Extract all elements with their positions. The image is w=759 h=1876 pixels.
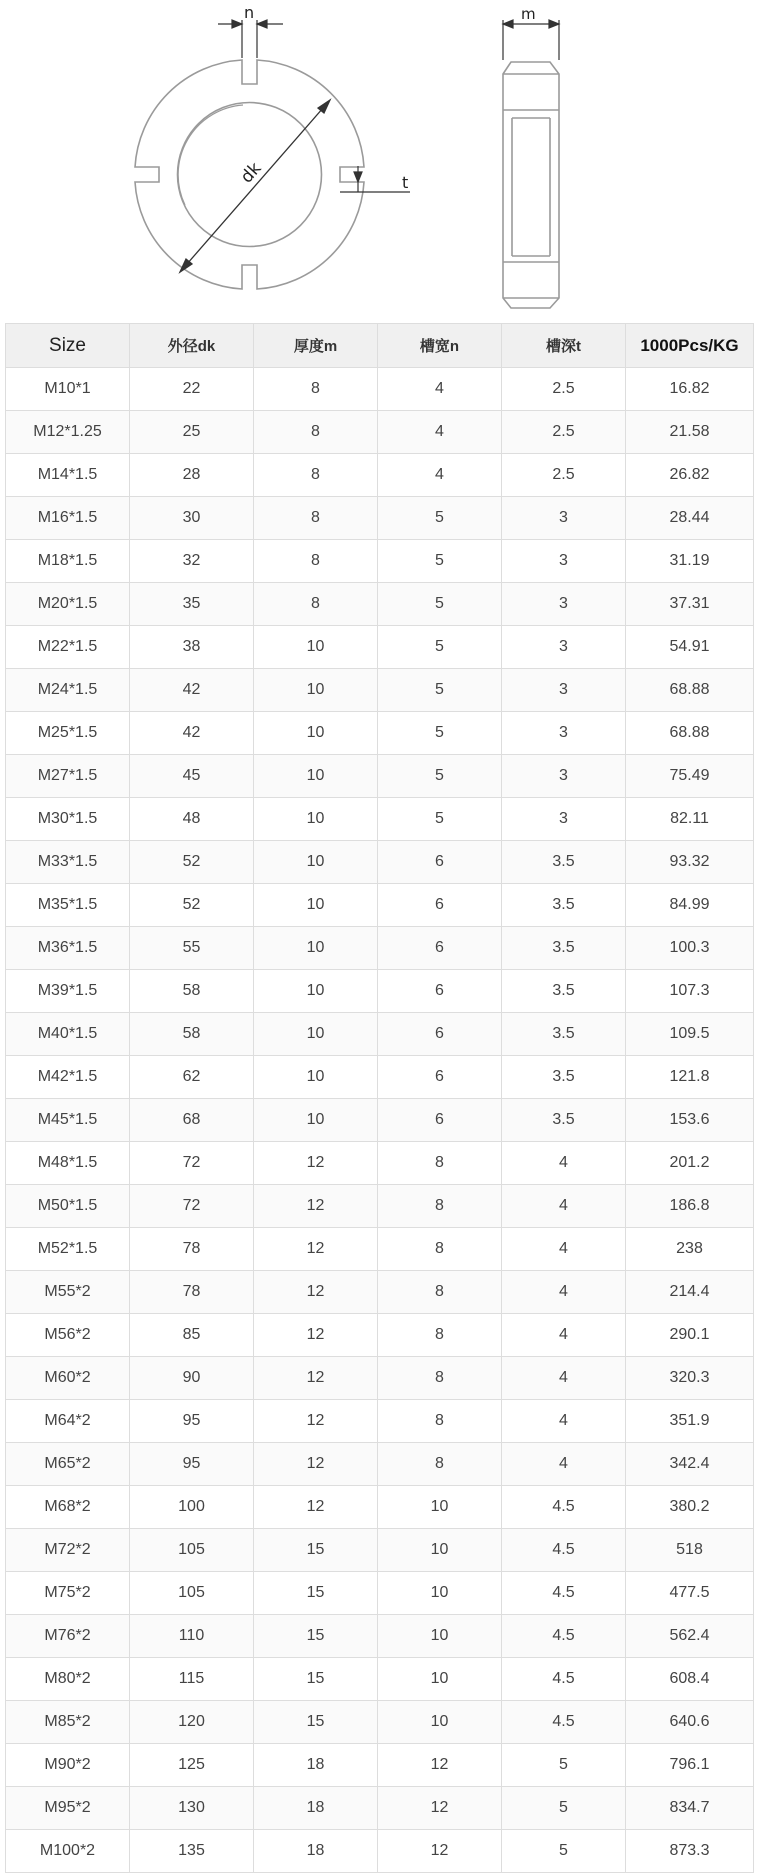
header-outer-diameter: 外径dk: [130, 324, 254, 368]
cell-thickness: 8: [254, 583, 378, 626]
header-weight: 1000Pcs/KG: [626, 324, 754, 368]
cell-weight: 608.4: [626, 1658, 754, 1701]
cell-thickness: 10: [254, 1056, 378, 1099]
cell-outer-diameter: 38: [130, 626, 254, 669]
cell-thickness: 10: [254, 841, 378, 884]
cell-slot-width: 4: [378, 411, 502, 454]
cell-size: M45*1.5: [6, 1099, 130, 1142]
table-body: [6, 368, 754, 1873]
cell-slot-width: 10: [378, 1615, 502, 1658]
header-slot-depth: 槽深t: [502, 324, 626, 368]
cell-size: M35*1.5: [6, 884, 130, 927]
cell-slot-depth: 3: [502, 798, 626, 841]
nut-thread-arc: [178, 105, 243, 205]
cell-slot-depth: 3.5: [502, 1056, 626, 1099]
cell-outer-diameter: 105: [130, 1529, 254, 1572]
table-row: [6, 1529, 754, 1572]
cell-thickness: 10: [254, 798, 378, 841]
cell-slot-depth: 3: [502, 755, 626, 798]
t-label: t: [402, 173, 409, 192]
cell-thickness: 10: [254, 884, 378, 927]
cell-slot-depth: 2.5: [502, 368, 626, 411]
cell-thickness: 18: [254, 1787, 378, 1830]
cell-slot-depth: 3.5: [502, 1099, 626, 1142]
cell-slot-width: 8: [378, 1142, 502, 1185]
cell-outer-diameter: 110: [130, 1615, 254, 1658]
cell-thickness: 15: [254, 1658, 378, 1701]
cell-slot-depth: 3.5: [502, 841, 626, 884]
cell-outer-diameter: 95: [130, 1443, 254, 1486]
cell-size: M39*1.5: [6, 970, 130, 1013]
table-row: [6, 927, 754, 970]
cell-slot-depth: 5: [502, 1787, 626, 1830]
cell-outer-diameter: 42: [130, 669, 254, 712]
cell-outer-diameter: 78: [130, 1228, 254, 1271]
cell-size: M100*2: [6, 1830, 130, 1873]
table-row: [6, 712, 754, 755]
cell-slot-depth: 4.5: [502, 1658, 626, 1701]
cell-weight: 21.58: [626, 411, 754, 454]
cell-outer-diameter: 58: [130, 970, 254, 1013]
cell-slot-depth: 4: [502, 1142, 626, 1185]
cell-size: M72*2: [6, 1529, 130, 1572]
cell-slot-width: 4: [378, 368, 502, 411]
table-row: [6, 626, 754, 669]
cell-weight: 351.9: [626, 1400, 754, 1443]
cell-weight: 121.8: [626, 1056, 754, 1099]
cell-thickness: 8: [254, 368, 378, 411]
cell-size: M16*1.5: [6, 497, 130, 540]
cell-thickness: 8: [254, 411, 378, 454]
table-row: [6, 755, 754, 798]
table-row: [6, 454, 754, 497]
cell-weight: 342.4: [626, 1443, 754, 1486]
cell-thickness: 12: [254, 1228, 378, 1271]
cell-size: M25*1.5: [6, 712, 130, 755]
cell-slot-width: 6: [378, 841, 502, 884]
table-row: [6, 1486, 754, 1529]
table-row: [6, 1615, 754, 1658]
cell-outer-diameter: 78: [130, 1271, 254, 1314]
cell-outer-diameter: 25: [130, 411, 254, 454]
technical-drawing: [0, 0, 759, 318]
cell-size: M27*1.5: [6, 755, 130, 798]
table-row: [6, 1228, 754, 1271]
cell-slot-depth: 4: [502, 1228, 626, 1271]
cell-weight: 290.1: [626, 1314, 754, 1357]
nut-side-view: [503, 62, 559, 308]
table-row: [6, 1443, 754, 1486]
cell-weight: 153.6: [626, 1099, 754, 1142]
cell-weight: 16.82: [626, 368, 754, 411]
cell-size: M95*2: [6, 1787, 130, 1830]
m-label: m: [521, 5, 536, 23]
cell-outer-diameter: 32: [130, 540, 254, 583]
cell-slot-depth: 4: [502, 1443, 626, 1486]
cell-slot-width: 8: [378, 1271, 502, 1314]
cell-slot-depth: 4: [502, 1271, 626, 1314]
cell-slot-width: 6: [378, 927, 502, 970]
cell-outer-diameter: 52: [130, 841, 254, 884]
cell-weight: 31.19: [626, 540, 754, 583]
cell-outer-diameter: 85: [130, 1314, 254, 1357]
cell-weight: 37.31: [626, 583, 754, 626]
table-row: [6, 1357, 754, 1400]
table-row: [6, 1658, 754, 1701]
cell-slot-width: 10: [378, 1701, 502, 1744]
cell-size: M65*2: [6, 1443, 130, 1486]
table-row: [6, 798, 754, 841]
cell-slot-depth: 3.5: [502, 1013, 626, 1056]
table-row: [6, 841, 754, 884]
table-row: [6, 1400, 754, 1443]
cell-weight: 238: [626, 1228, 754, 1271]
table-row: [6, 1013, 754, 1056]
cell-thickness: 15: [254, 1615, 378, 1658]
cell-slot-depth: 4.5: [502, 1486, 626, 1529]
cell-size: M50*1.5: [6, 1185, 130, 1228]
cell-thickness: 12: [254, 1314, 378, 1357]
header-thickness: 厚度m: [254, 324, 378, 368]
cell-slot-depth: 3: [502, 540, 626, 583]
cell-slot-width: 5: [378, 583, 502, 626]
cell-thickness: 12: [254, 1271, 378, 1314]
cell-thickness: 15: [254, 1701, 378, 1744]
cell-weight: 100.3: [626, 927, 754, 970]
cell-slot-depth: 3: [502, 669, 626, 712]
table-row: [6, 1314, 754, 1357]
cell-thickness: 8: [254, 497, 378, 540]
table-row: [6, 1099, 754, 1142]
cell-weight: 68.88: [626, 712, 754, 755]
cell-outer-diameter: 105: [130, 1572, 254, 1615]
table-row: [6, 583, 754, 626]
cell-outer-diameter: 58: [130, 1013, 254, 1056]
cell-slot-depth: 5: [502, 1830, 626, 1873]
table-row: [6, 1787, 754, 1830]
cell-slot-width: 6: [378, 1056, 502, 1099]
cell-slot-depth: 4.5: [502, 1615, 626, 1658]
cell-slot-width: 12: [378, 1830, 502, 1873]
cell-size: M64*2: [6, 1400, 130, 1443]
cell-outer-diameter: 95: [130, 1400, 254, 1443]
cell-slot-width: 8: [378, 1443, 502, 1486]
cell-slot-width: 8: [378, 1400, 502, 1443]
cell-weight: 477.5: [626, 1572, 754, 1615]
cell-outer-diameter: 48: [130, 798, 254, 841]
cell-outer-diameter: 68: [130, 1099, 254, 1142]
cell-size: M75*2: [6, 1572, 130, 1615]
cell-thickness: 12: [254, 1185, 378, 1228]
cell-size: M36*1.5: [6, 927, 130, 970]
table-row: [6, 1271, 754, 1314]
cell-thickness: 10: [254, 626, 378, 669]
cell-outer-diameter: 120: [130, 1701, 254, 1744]
cell-weight: 82.11: [626, 798, 754, 841]
cell-thickness: 10: [254, 1099, 378, 1142]
cell-weight: 68.88: [626, 669, 754, 712]
cell-weight: 75.49: [626, 755, 754, 798]
cell-outer-diameter: 42: [130, 712, 254, 755]
cell-slot-width: 8: [378, 1185, 502, 1228]
cell-slot-width: 8: [378, 1357, 502, 1400]
cell-weight: 107.3: [626, 970, 754, 1013]
cell-size: M24*1.5: [6, 669, 130, 712]
cell-outer-diameter: 72: [130, 1142, 254, 1185]
cell-slot-depth: 2.5: [502, 411, 626, 454]
cell-weight: 54.91: [626, 626, 754, 669]
m-dimension: [503, 20, 559, 60]
cell-weight: 214.4: [626, 1271, 754, 1314]
cell-slot-width: 5: [378, 755, 502, 798]
cell-slot-width: 8: [378, 1314, 502, 1357]
cell-size: M56*2: [6, 1314, 130, 1357]
cell-size: M76*2: [6, 1615, 130, 1658]
cell-slot-depth: 4.5: [502, 1701, 626, 1744]
cell-weight: 562.4: [626, 1615, 754, 1658]
cell-size: M12*1.25: [6, 411, 130, 454]
cell-slot-width: 6: [378, 884, 502, 927]
cell-slot-width: 6: [378, 970, 502, 1013]
table-row: [6, 970, 754, 1013]
cell-thickness: 12: [254, 1486, 378, 1529]
cell-size: M40*1.5: [6, 1013, 130, 1056]
cell-size: M52*1.5: [6, 1228, 130, 1271]
header-size: Size: [6, 324, 130, 368]
cell-slot-width: 10: [378, 1658, 502, 1701]
cell-slot-width: 6: [378, 1013, 502, 1056]
table-row: [6, 411, 754, 454]
cell-slot-depth: 4: [502, 1357, 626, 1400]
header-slot-width: 槽宽n: [378, 324, 502, 368]
cell-slot-width: 5: [378, 669, 502, 712]
table-row: [6, 1572, 754, 1615]
cell-outer-diameter: 100: [130, 1486, 254, 1529]
table-row: [6, 1056, 754, 1099]
cell-weight: 640.6: [626, 1701, 754, 1744]
cell-thickness: 10: [254, 927, 378, 970]
cell-thickness: 10: [254, 669, 378, 712]
table-row: [6, 1744, 754, 1787]
table-row: [6, 884, 754, 927]
cell-slot-width: 5: [378, 626, 502, 669]
table-row: [6, 1830, 754, 1873]
cell-slot-depth: 4: [502, 1185, 626, 1228]
cell-weight: 834.7: [626, 1787, 754, 1830]
cell-thickness: 15: [254, 1572, 378, 1615]
cell-size: M55*2: [6, 1271, 130, 1314]
cell-size: M80*2: [6, 1658, 130, 1701]
table-row: [6, 1142, 754, 1185]
cell-slot-width: 8: [378, 1228, 502, 1271]
cell-thickness: 10: [254, 712, 378, 755]
cell-slot-depth: 4: [502, 1314, 626, 1357]
cell-size: M18*1.5: [6, 540, 130, 583]
table-row: [6, 368, 754, 411]
cell-outer-diameter: 22: [130, 368, 254, 411]
table-row: [6, 1701, 754, 1744]
cell-size: M42*1.5: [6, 1056, 130, 1099]
cell-size: M22*1.5: [6, 626, 130, 669]
cell-weight: 380.2: [626, 1486, 754, 1529]
cell-weight: 109.5: [626, 1013, 754, 1056]
cell-slot-depth: 5: [502, 1744, 626, 1787]
cell-thickness: 8: [254, 454, 378, 497]
cell-thickness: 10: [254, 970, 378, 1013]
cell-size: M14*1.5: [6, 454, 130, 497]
cell-thickness: 12: [254, 1443, 378, 1486]
cell-weight: 518: [626, 1529, 754, 1572]
cell-thickness: 15: [254, 1529, 378, 1572]
cell-outer-diameter: 30: [130, 497, 254, 540]
cell-slot-depth: 3: [502, 497, 626, 540]
slotted-nut-drawing: [0, 0, 759, 318]
cell-slot-width: 5: [378, 712, 502, 755]
cell-outer-diameter: 135: [130, 1830, 254, 1873]
table-row: [6, 1185, 754, 1228]
t-dimension: [340, 166, 410, 192]
cell-slot-depth: 3: [502, 626, 626, 669]
cell-slot-width: 10: [378, 1529, 502, 1572]
cell-thickness: 12: [254, 1142, 378, 1185]
cell-size: M33*1.5: [6, 841, 130, 884]
table-row: [6, 497, 754, 540]
table-header-row: [6, 324, 754, 368]
cell-slot-width: 5: [378, 497, 502, 540]
cell-slot-width: 10: [378, 1486, 502, 1529]
cell-slot-depth: 3: [502, 583, 626, 626]
cell-slot-width: 4: [378, 454, 502, 497]
cell-slot-width: 10: [378, 1572, 502, 1615]
cell-size: M85*2: [6, 1701, 130, 1744]
cell-weight: 93.32: [626, 841, 754, 884]
cell-outer-diameter: 52: [130, 884, 254, 927]
n-label: n: [244, 3, 255, 22]
cell-slot-width: 5: [378, 540, 502, 583]
dk-label: dk: [236, 158, 266, 188]
cell-size: M68*2: [6, 1486, 130, 1529]
cell-weight: 796.1: [626, 1744, 754, 1787]
cell-weight: 28.44: [626, 497, 754, 540]
cell-weight: 320.3: [626, 1357, 754, 1400]
cell-slot-depth: 3.5: [502, 927, 626, 970]
cell-thickness: 10: [254, 1013, 378, 1056]
cell-outer-diameter: 55: [130, 927, 254, 970]
cell-thickness: 10: [254, 755, 378, 798]
spec-table: [5, 323, 754, 1873]
cell-slot-depth: 3.5: [502, 884, 626, 927]
table-row: [6, 669, 754, 712]
cell-slot-depth: 2.5: [502, 454, 626, 497]
cell-size: M60*2: [6, 1357, 130, 1400]
cell-size: M30*1.5: [6, 798, 130, 841]
cell-slot-depth: 3: [502, 712, 626, 755]
cell-slot-width: 6: [378, 1099, 502, 1142]
cell-outer-diameter: 90: [130, 1357, 254, 1400]
cell-thickness: 18: [254, 1744, 378, 1787]
cell-outer-diameter: 72: [130, 1185, 254, 1228]
cell-size: M90*2: [6, 1744, 130, 1787]
cell-thickness: 12: [254, 1357, 378, 1400]
cell-thickness: 12: [254, 1400, 378, 1443]
cell-outer-diameter: 45: [130, 755, 254, 798]
cell-thickness: 8: [254, 540, 378, 583]
table-row: [6, 540, 754, 583]
cell-size: M10*1: [6, 368, 130, 411]
cell-weight: 873.3: [626, 1830, 754, 1873]
cell-thickness: 18: [254, 1830, 378, 1873]
cell-size: M20*1.5: [6, 583, 130, 626]
cell-outer-diameter: 130: [130, 1787, 254, 1830]
cell-outer-diameter: 28: [130, 454, 254, 497]
cell-weight: 201.2: [626, 1142, 754, 1185]
cell-slot-depth: 3.5: [502, 970, 626, 1013]
cell-outer-diameter: 62: [130, 1056, 254, 1099]
cell-slot-depth: 4: [502, 1400, 626, 1443]
cell-slot-width: 12: [378, 1744, 502, 1787]
cell-weight: 26.82: [626, 454, 754, 497]
cell-slot-width: 5: [378, 798, 502, 841]
cell-slot-depth: 4.5: [502, 1529, 626, 1572]
cell-weight: 84.99: [626, 884, 754, 927]
cell-slot-depth: 4.5: [502, 1572, 626, 1615]
cell-outer-diameter: 115: [130, 1658, 254, 1701]
n-dimension: [218, 20, 283, 58]
cell-outer-diameter: 35: [130, 583, 254, 626]
cell-weight: 186.8: [626, 1185, 754, 1228]
cell-outer-diameter: 125: [130, 1744, 254, 1787]
cell-slot-width: 12: [378, 1787, 502, 1830]
cell-size: M48*1.5: [6, 1142, 130, 1185]
